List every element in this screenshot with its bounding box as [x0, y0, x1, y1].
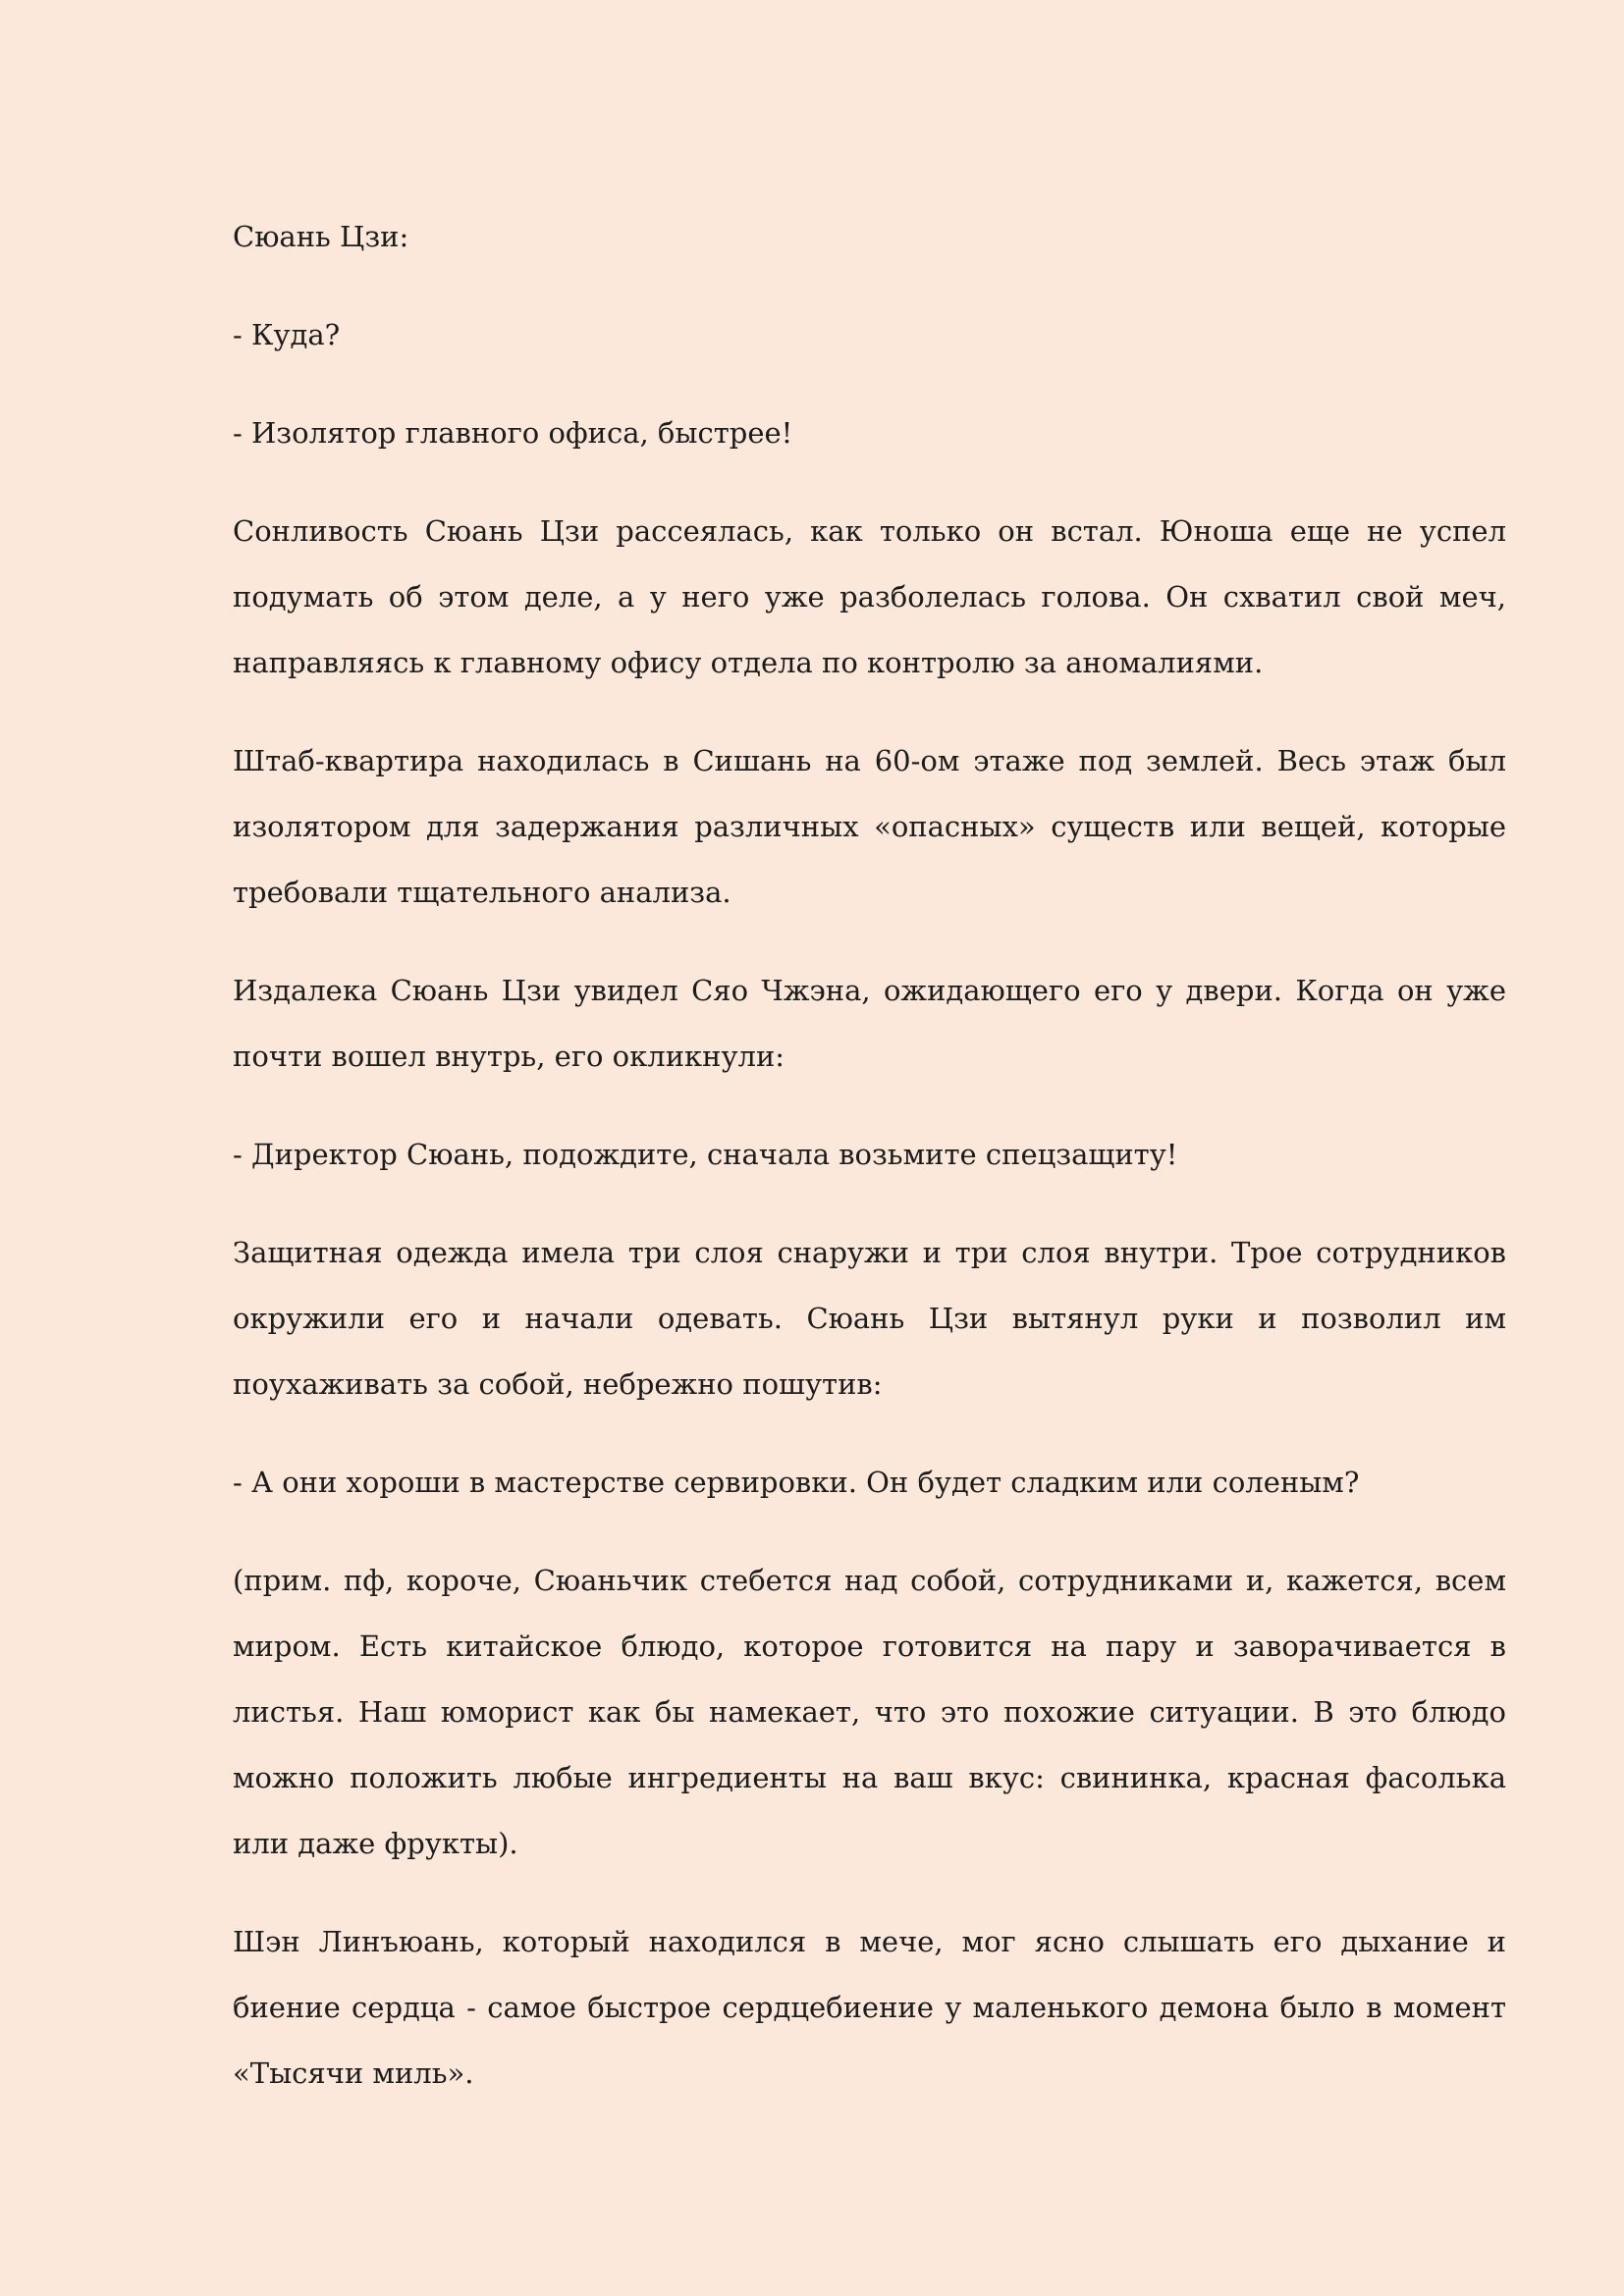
paragraph: Штаб-квартира находилась в Сишань на 60-ом этаже под землей. Весь этаж был изолятором для задержания различных «опасных» существ или вещей, которые требовали тщательного анализа.	[233, 744, 1506, 909]
paragraph: Шэн Линъюань, который находился в мече, мог ясно слышать его дыхание и биение сердца - самое быстрое сердцебиение у маленького демона было в момент «Тысячи миль».	[233, 1925, 1506, 2090]
paragraph: Сонливость Сюань Цзи рассеялась, как только он встал. Юноша еще не успел подумать об этом деле, а у него уже разболелась голова. Он схватил свой меч, направляясь к главному офису отдела по контролю за аномалиями.	[233, 514, 1506, 679]
paragraph: Сюань Цзи:	[233, 220, 409, 253]
paragraph: - Куда?	[233, 318, 341, 351]
paragraph: Издалека Сюань Цзи увидел Сяо Чжэна, ожидающего его у двери. Когда он уже почти вошел внутрь, его окликнули:	[233, 974, 1506, 1073]
document-page	[233, 204, 1506, 2139]
paragraph: - Директор Сюань, подождите, сначала возьмите спецзащиту!	[233, 1138, 1178, 1171]
paragraph: - А они хороши в мастерстве сервировки. Он будет сладким или соленым?	[233, 1466, 1360, 1499]
paragraph: - Изолятор главного офиса, быстрее!	[233, 416, 793, 450]
paragraph: Защитная одежда имела три слоя снаружи и три слоя внутри. Трое сотрудников окружили его и начали одевать. Сюань Цзи вытянул руки и позволил им поухаживать за собой, небрежно пошутив:	[233, 1236, 1506, 1401]
paragraph: (прим. пф, короче, Сюаньчик стебется над собой, сотрудниками и, кажется, всем миром. Есть китайское блюдо, которое готовится на пару и заворачивается в листья. Наш юморист как бы намекает, что это похожие ситуации. В это блюдо можно положить любые ингредиенты на ваш вкус: свининка, красная фасолька или даже фрукты).	[233, 1564, 1506, 1860]
